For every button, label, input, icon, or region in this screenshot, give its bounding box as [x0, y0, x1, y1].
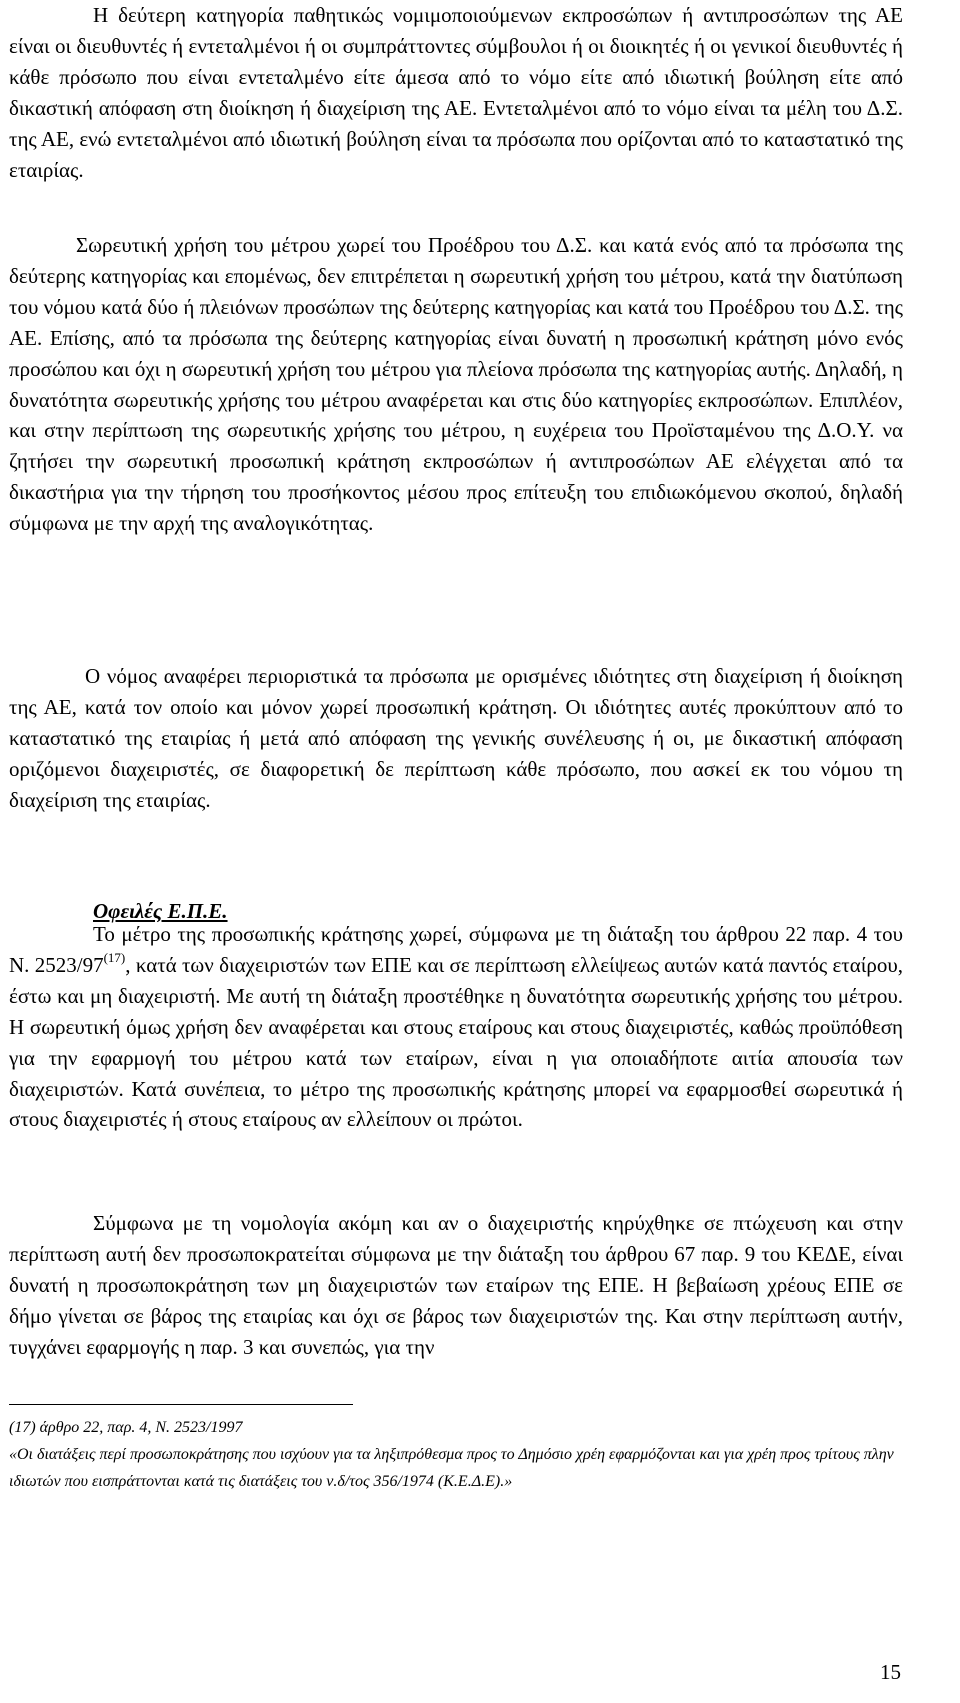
paragraph: Ο νόμος αναφέρει περιοριστικά τα πρόσωπα με ορισμένες ιδιότητες στη διαχείριση ή διοίκηση της ΑΕ, κατά τον οποίο και μόνον χωρεί προσωπική κράτηση. Οι ιδιότητες αυτές προκύπτουν από το καταστατικό της εταιρίας ή μετά από απόφαση της γενικής συνέλευσης ή οι, με δικαστική απόφαση οριζόμενοι διαχειριστές, σε διαφορετική δε περίπτωση κάθε πρόσωπο, που ασκεί εκ του νόμου τη διαχείριση της εταιρίας.	[9, 664, 903, 812]
footnote-separator	[9, 1404, 353, 1405]
section-heading: Οφειλές Ε.Π.Ε.	[93, 899, 228, 923]
paragraph: Σωρευτική χρήση του μέτρου χωρεί του Προέδρου του Δ.Σ. και κατά ενός από τα πρόσωπα της δεύτερης κατηγορίας και επομένως, δεν επιτρέπεται η σωρευτική χρήση του μέτρου, κατά την διατύπωση του νόμου κατά δύο ή πλειόνων προσώπων της δεύτερης κατηγορίας και κατά του Προέδρου του Δ.Σ. της ΑΕ. Επίσης, από τα πρόσωπα της δεύτερης κατηγορίας είναι δυνατή η προσωπική κράτηση μόνο ενός προσώπου και όχι η σωρευτική χρήση του μέτρου για πλείονα πρόσωπα της κατηγορίας αυτής. Δηλαδή, η δυνατότητα σωρευτικής χρήσης του μέτρου αναφέρεται και στις δύο κατηγορίες εκπροσώπων. Επιπλέον, και στην περίπτωση της σωρευτικής χρήσης του μέτρου, η ευχέρεια του Προϊσταμένου της Δ.Ο.Υ. να ζητήσει την σωρευτική προσωπική κράτηση εκπροσώπων ή αντιπροσώπων ΑΕ ελέγχεται από τα δικαστήρια για την τήρηση του προσήκοντος μέσου προς επίτευξη του επιδιωκόμενου σκοπού, δηλαδή σύμφωνα με την αρχή της αναλογικότητας.	[9, 233, 903, 536]
footnote-citation: (17) άρθρο 22, παρ. 4, Ν. 2523/1997	[9, 1419, 243, 1436]
footnote-quote: «Οι διατάξεις περί προσωποκράτησης που ισχύουν για τα ληξιπρόθεσμα προς το Δημόσιο χρέη εφαρμόζονται και για χρέη προς τρίτους πλην ιδιωτών που εισπράττονται κατά τις διατάξεις του ν.δ/τος 356/1974 (Κ.Ε.Δ.Ε).»	[9, 1446, 894, 1490]
page-number: 15	[880, 1660, 901, 1684]
paragraph	[9, 919, 903, 1135]
paragraph: Η δεύτερη κατηγορία παθητικώς νομιμοποιούμενων εκπροσώπων ή αντιπροσώπων της ΑΕ είναι οι διευθυντές ή εντεταλμένοι ή οι συμπράττοντες σύμβουλοι ή οι διοικητές ή οι γενικοί διευθυντές ή κάθε πρόσωπο που είναι εντεταλμένο είτε άμεσα από το νόμο είτε από ιδιωτική βούληση είτε από δικαστική απόφαση στη διοίκηση ή διαχείριση της ΑΕ. Εντεταλμένοι από το νόμο είναι τα μέλη του Δ.Σ. της ΑΕ, ενώ εντεταλμένοι από ιδιωτική βούληση είναι τα πρόσωπα που ορίζονται από το καταστατικό της εταιρίας.	[9, 3, 903, 182]
footnote-reference[interactable]: (17)	[103, 949, 126, 965]
paragraph-text: , κατά των διαχειριστών των ΕΠΕ και σε περίπτωση ελλείψεως αυτών κατά παντός εταίρου, έστω και μη διαχειριστή. Με αυτή τη διάταξη προστέθηκε η δυνατότητα σωρευτικής χρήσης του μέτρου. Η σωρευτική όμως χρήση δεν αναφέρεται και στους εταίρους και στους διαχειριστές, καθώς προϋπόθεση για την εφαρμογή του μέτρου κατά των εταίρων, είναι η για οποιαδήποτε αιτία απουσία των διαχειριστών. Κατά συνέπεια, το μέτρο της προσωπικής κράτησης μπορεί να εφαρμοσθεί σωρευτικά ή στους διαχειριστές ή στους εταίρους αν ελλείπουν οι πρώτοι.	[9, 952, 904, 1132]
paragraph: Σύμφωνα με τη νομολογία ακόμη και αν ο διαχειριστής κηρύχθηκε σε πτώχευση και στην περίπτωση αυτή δεν προσωποκρατείται σύμφωνα με την διάταξη του άρθρου 67 παρ. 9 του ΚΕΔΕ, είναι δυνατή η προσωποκράτηση των μη διαχειριστών των εταίρων της ΕΠΕ. Η βεβαίωση χρέους ΕΠΕ σε δήμο γίνεται σε βάρος της εταιρίας και όχι σε βάρος των διαχειριστών της. Και στην περίπτωση αυτήν, τυγχάνει εφαρμογής η παρ. 3 και συνεπώς, για την	[9, 1211, 903, 1359]
footnotes	[9, 1414, 903, 1495]
paragraph-text: Το μέτρο της προσωπικής κράτησης χωρεί, σύμφωνα με τη διάταξη του άρθρου 22 παρ. 4 του Ν. 2523/97	[9, 922, 903, 977]
